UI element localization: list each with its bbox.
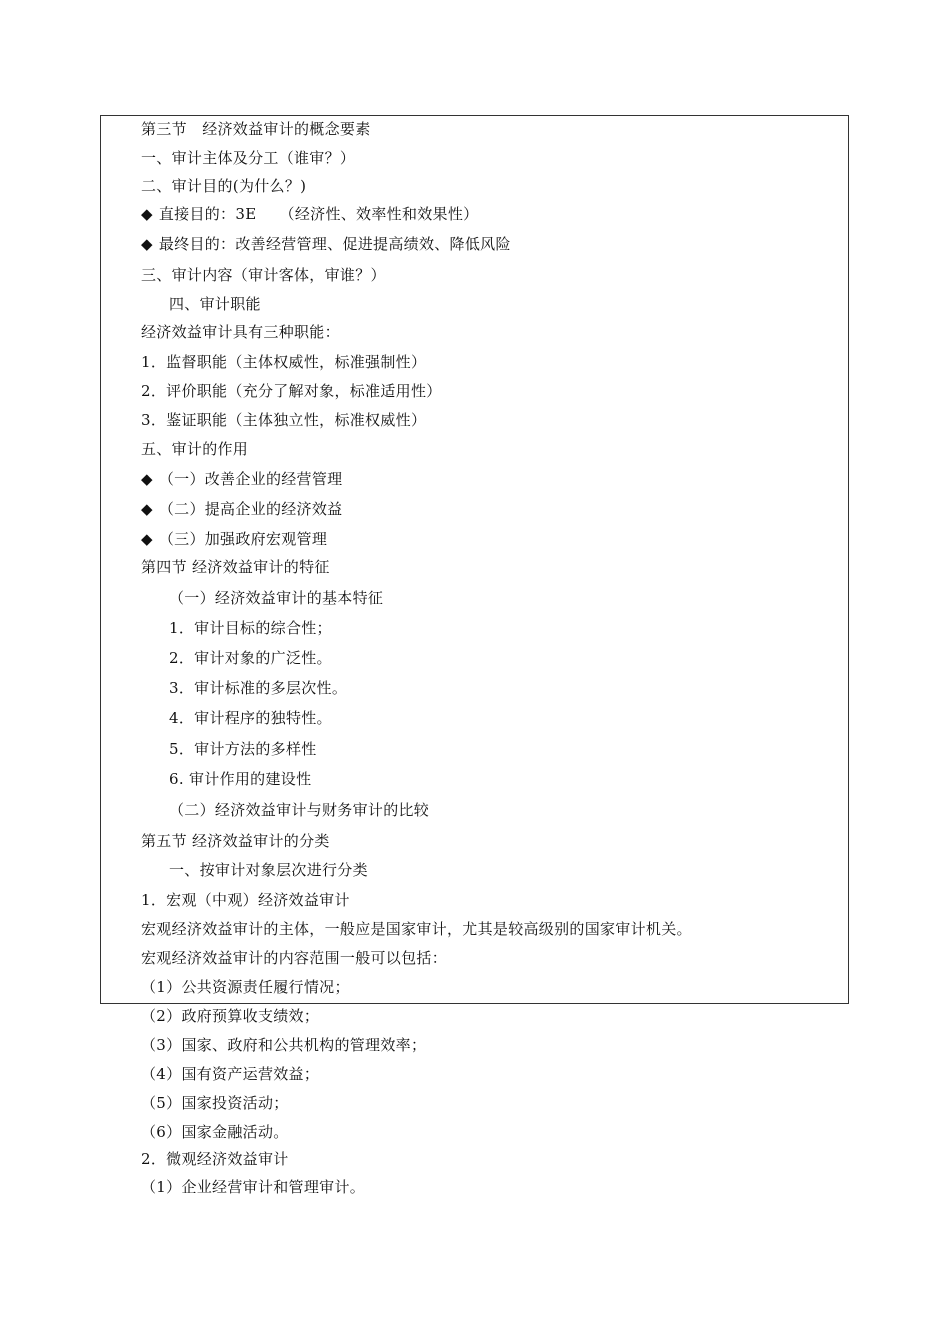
- text-line: [169, 648, 332, 668]
- text-line: [141, 919, 692, 939]
- diamond-bullet-icon: ◆: [141, 470, 153, 488]
- text-line: [141, 381, 442, 401]
- diamond-bullet-icon: ◆: [141, 235, 153, 253]
- line-text: 1．审计目标的综合性；: [169, 619, 332, 637]
- text-line: [169, 800, 429, 820]
- text-line: [141, 948, 447, 968]
- text-line: [141, 1149, 289, 1169]
- line-text: 3．鉴证职能（主体独立性，标准权威性）: [141, 411, 427, 429]
- line-text: 2．审计对象的广泛性。: [169, 649, 332, 667]
- line-text: （3）国家、政府和公共机构的管理效率；: [141, 1036, 427, 1054]
- line-text: 三、审计内容（审计客体，审谁？）: [141, 266, 386, 284]
- text-line: [141, 831, 330, 851]
- text-line: [141, 322, 340, 342]
- line-text: （5）国家投资活动；: [141, 1094, 289, 1112]
- text-line: [141, 119, 371, 139]
- text-line: [141, 234, 511, 254]
- text-line: [169, 294, 261, 314]
- line-text: 5．审计方法的多样性: [169, 740, 317, 758]
- text-line: [141, 352, 426, 372]
- line-text: （4）国有资产运营效益；: [141, 1065, 320, 1083]
- line-text: 经济效益审计具有三种职能：: [141, 323, 340, 341]
- text-line: [141, 265, 386, 285]
- line-text: （1）公共资源责任履行情况；: [141, 978, 350, 996]
- line-text: 第四节 经济效益审计的特征: [141, 558, 330, 576]
- text-line: [141, 1122, 289, 1142]
- line-text: （一）经济效益审计的基本特征: [169, 589, 384, 607]
- text-line: [141, 1177, 365, 1197]
- line-text: 最终目的：改善经营管理、促进提高绩效、降低风险: [158, 235, 511, 253]
- diamond-bullet-icon: ◆: [141, 530, 153, 548]
- line-text: 4．审计程序的独特性。: [169, 709, 332, 727]
- line-text: （1）企业经营审计和管理审计。: [141, 1178, 366, 1196]
- line-text: 五、审计的作用: [141, 440, 249, 458]
- text-line: [141, 557, 330, 577]
- line-text: （二）经济效益审计与财务审计的比较: [169, 801, 430, 819]
- line-text: 四、审计职能: [169, 295, 261, 313]
- line-text: 1．宏观（中观）经济效益审计: [141, 891, 350, 909]
- text-line: [141, 469, 342, 489]
- text-line: [169, 708, 332, 728]
- diamond-bullet-icon: ◆: [141, 205, 153, 223]
- text-line: [169, 588, 383, 608]
- text-line: [169, 769, 311, 789]
- text-line: [141, 410, 426, 430]
- line-text: 1．监督职能（主体权威性，标准强制性）: [141, 353, 427, 371]
- line-text: 第三节 经济效益审计的概念要素: [141, 120, 371, 138]
- text-line: [169, 618, 332, 638]
- line-text: 二、审计目的(为什么？): [141, 177, 307, 195]
- line-text: （三）加强政府宏观管理: [158, 530, 328, 548]
- line-text: 一、审计主体及分工（谁审？）: [141, 149, 356, 167]
- text-line: [141, 148, 355, 168]
- text-line: [169, 678, 347, 698]
- text-line: [141, 1035, 426, 1055]
- content-table-cell: [100, 115, 849, 1196]
- line-text: 6. 审计作用的建设性: [169, 770, 312, 788]
- text-line: [141, 1093, 289, 1113]
- line-text: 3．审计标准的多层次性。: [169, 679, 348, 697]
- diamond-bullet-icon: ◆: [141, 500, 153, 518]
- line-text: 2．评价职能（充分了解对象，标准适用性）: [141, 382, 442, 400]
- line-text: 第五节 经济效益审计的分类: [141, 832, 330, 850]
- text-line: [169, 739, 317, 759]
- text-line: [169, 860, 368, 880]
- text-line: [141, 176, 306, 196]
- line-text: （二）提高企业的经济效益: [158, 500, 343, 518]
- text-line: [141, 890, 350, 910]
- text-line: [141, 1006, 319, 1026]
- line-text: （2）政府预算收支绩效；: [141, 1007, 320, 1025]
- line-text: （6）国家金融活动。: [141, 1123, 289, 1141]
- line-text: 一、按审计对象层次进行分类: [169, 861, 368, 879]
- text-line: [141, 1064, 319, 1084]
- line-text: 宏观经济效益审计的主体，一般应是国家审计，尤其是较高级别的国家审计机关。: [141, 920, 692, 938]
- text-line: [141, 529, 327, 549]
- line-text: （一）改善企业的经营管理: [158, 470, 343, 488]
- line-text: 宏观经济效益审计的内容范围一般可以包括：: [141, 949, 448, 967]
- line-text: 2．微观经济效益审计: [141, 1150, 289, 1168]
- text-line: [141, 204, 478, 224]
- text-line: [141, 977, 350, 997]
- text-line: [141, 439, 248, 459]
- line-text: 直接目的：3E （经济性、效率性和效果性）: [158, 205, 479, 223]
- text-line: [141, 499, 342, 519]
